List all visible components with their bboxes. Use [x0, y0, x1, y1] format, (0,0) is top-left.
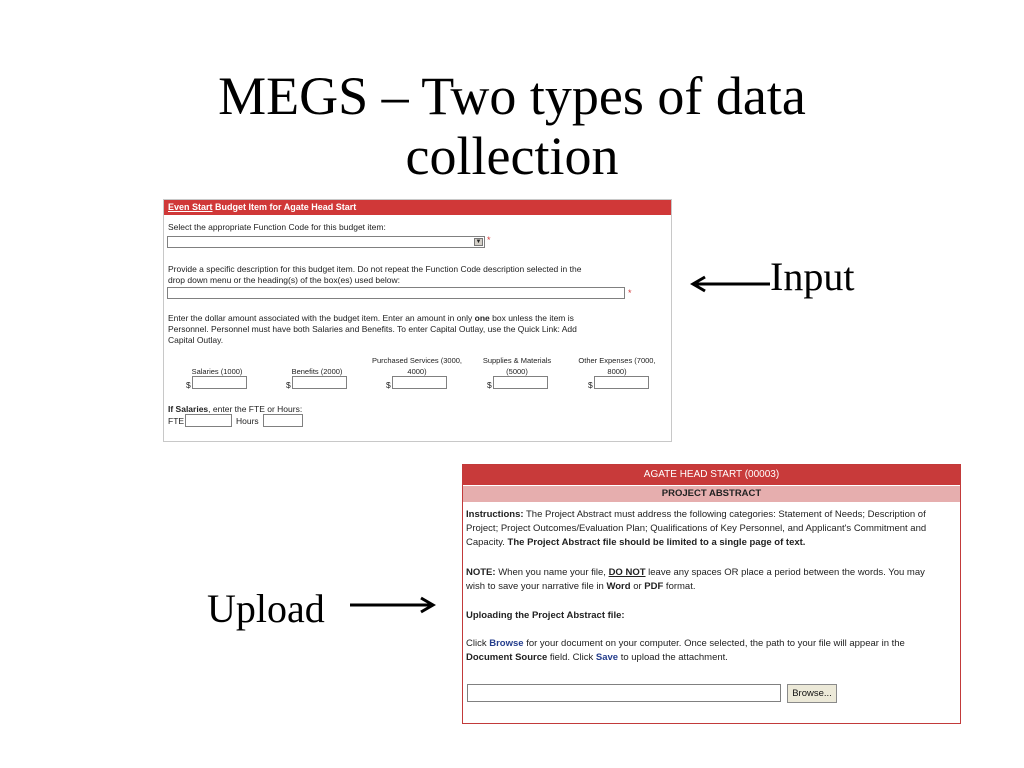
budget-form-header-text: Budget Item for Agate Head Start	[212, 202, 357, 212]
column-label-line	[167, 355, 267, 366]
column-label-line	[267, 355, 367, 366]
document-source-input[interactable]	[467, 684, 781, 702]
save-keyword: Save	[595, 652, 619, 663]
column-label-line: Other Expenses (7000,	[578, 356, 656, 365]
slide-title	[0, 66, 1024, 186]
note-bold: NOTE:	[466, 567, 496, 578]
required-marker: *	[628, 288, 632, 298]
click-text: to upload the attachment.	[618, 652, 728, 663]
column-label-line: Supplies & Materials	[482, 356, 552, 365]
other-expenses-amount-input[interactable]	[594, 376, 649, 389]
click-text: Click	[466, 638, 490, 649]
instructions-paragraph	[466, 508, 956, 550]
chevron-down-icon[interactable]: ▼	[475, 239, 482, 245]
amount-prompt-text: Enter the dollar amount associated with the budget item. Enter an amount in only	[168, 313, 475, 323]
browse-keyword: Browse	[489, 638, 524, 649]
salaries-column-label	[167, 355, 267, 377]
hours-input[interactable]	[263, 414, 303, 427]
column-label-line: (5000)	[506, 367, 528, 376]
document-source-keyword: Document Source	[466, 652, 548, 663]
supplies-column-label	[467, 355, 567, 377]
instructions-line-2: Project; Project Outcomes/Evaluation Plan; Qualifications of Key Personnel, and Applicant's Commitment and	[466, 523, 927, 534]
budget-form-header	[164, 200, 671, 215]
slide-title-line-2: collection	[405, 126, 619, 186]
browse-button[interactable]: Browse...	[787, 684, 837, 703]
fte-label: FTE	[168, 416, 185, 426]
benefits-column-label	[267, 355, 367, 377]
salaries-amount-input[interactable]	[192, 376, 247, 389]
required-marker: *	[487, 235, 491, 245]
purchased-services-column-label	[367, 355, 467, 377]
amount-prompt-text: box unless the item is	[489, 313, 574, 323]
description-prompt-line-2: drop down menu or the heading(s) of the box(es) used below:	[168, 275, 400, 285]
supplies-amount-input[interactable]	[493, 376, 548, 389]
upload-form-header: AGATE HEAD START (00003)	[463, 465, 960, 485]
note-text: or	[630, 581, 645, 592]
column-label-line: 8000)	[607, 367, 627, 376]
even-start-link[interactable]: Even Start	[168, 202, 213, 212]
description-input[interactable]	[167, 287, 625, 299]
project-abstract-upload-form	[462, 464, 961, 724]
fte-input[interactable]	[185, 414, 232, 427]
click-text: for your document on your computer. Once selected, the path to your file will appear in the	[523, 638, 905, 649]
dollar-sign: $	[186, 380, 191, 390]
note-text: format.	[663, 581, 696, 592]
note-word: Word	[606, 581, 631, 592]
description-prompt	[168, 264, 581, 286]
note-paragraph	[466, 566, 956, 594]
amount-prompt-one: one	[474, 313, 490, 323]
uploading-heading: Uploading the Project Abstract file:	[466, 610, 625, 621]
benefits-amount-input[interactable]	[292, 376, 347, 389]
column-label-line: Benefits (2000)	[291, 367, 343, 376]
instructions-text: The Project Abstract must address the following categories: Statement of Needs; Description of	[523, 509, 926, 520]
slide-title-line-1: MEGS – Two types of data	[218, 66, 806, 126]
upload-label: Upload	[207, 586, 325, 631]
click-text: field. Click	[547, 652, 596, 663]
note-text: When you name your file,	[495, 567, 609, 578]
instructions-text: Capacity.	[466, 537, 508, 548]
input-label: Input	[770, 254, 855, 299]
note-text: wish to save your narrative file in	[466, 581, 607, 592]
input-arrow-icon	[690, 276, 770, 292]
dollar-sign: $	[487, 380, 492, 390]
instructions-limit: The Project Abstract file should be limited to a single page of text.	[507, 537, 806, 548]
function-code-select[interactable]	[167, 236, 485, 248]
salaries-note-bold: If Salaries	[168, 404, 209, 414]
hours-label: Hours	[236, 416, 259, 426]
description-prompt-line-1: Provide a specific description for this budget item. Do not repeat the Function Code description selected in the	[168, 264, 582, 274]
column-label-line: Salaries (1000)	[191, 367, 243, 376]
function-code-prompt: Select the appropriate Function Code for this budget item:	[168, 222, 386, 232]
click-instructions	[466, 637, 956, 665]
column-label-line: 4000)	[407, 367, 427, 376]
dollar-sign: $	[588, 380, 593, 390]
dollar-sign: $	[286, 380, 291, 390]
column-label-line: Purchased Services (3000,	[371, 356, 463, 365]
budget-item-form	[163, 199, 672, 442]
note-do-not: DO NOT	[608, 567, 646, 578]
instructions-bold: Instructions:	[466, 509, 524, 520]
other-expenses-column-label	[567, 355, 667, 377]
amount-prompt	[168, 313, 577, 346]
note-text: leave any spaces OR place a period between the words. You may	[645, 567, 925, 578]
note-pdf: PDF	[644, 581, 664, 592]
amount-prompt-line-2: Personnel. Personnel must have both Salaries and Benefits. To enter Capital Outlay, use the Quick Link: Add	[168, 324, 577, 334]
amount-prompt-line-3: Capital Outlay.	[168, 335, 224, 345]
dollar-sign: $	[386, 380, 391, 390]
salaries-note-text: , enter the FTE or Hours:	[208, 404, 303, 414]
upload-arrow-icon	[350, 597, 436, 613]
purchased-services-amount-input[interactable]	[392, 376, 447, 389]
upload-form-subheader: PROJECT ABSTRACT	[463, 485, 960, 502]
